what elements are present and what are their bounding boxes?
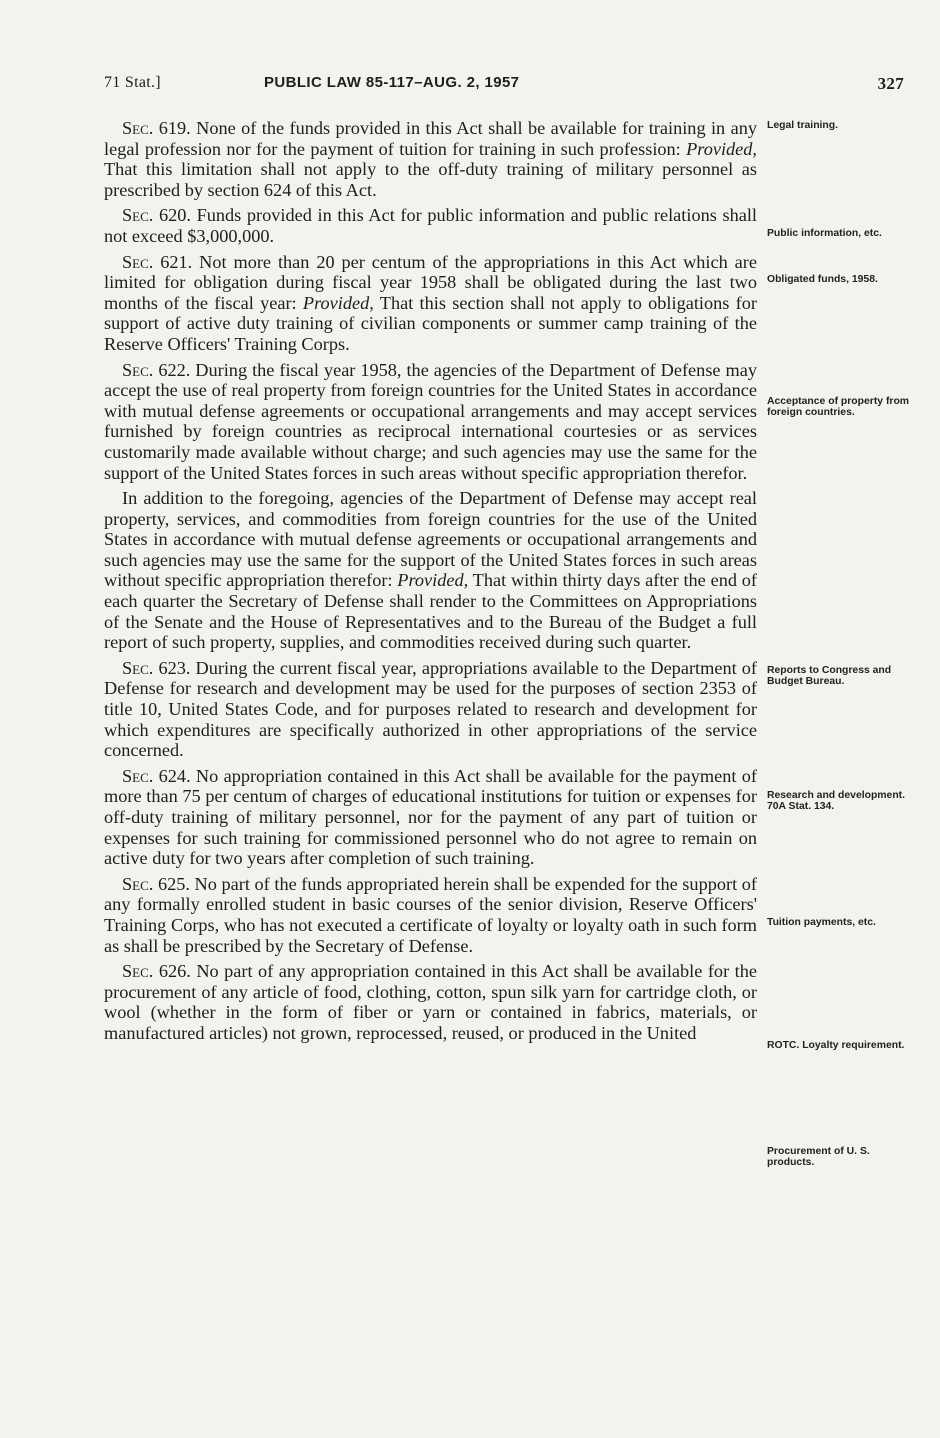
margin-note-rotc-loyalty: ROTC. Loyalty requirement. <box>767 1040 905 1051</box>
section-label: Sec. 623. <box>122 657 191 678</box>
section-text-cont: That this section shall not apply to obligations for support of active duty training of civilian components or summer camp training of the Reserve Officers' Training Corps. <box>104 292 757 354</box>
margin-note-legal-training: Legal training. <box>767 120 839 131</box>
section-text: No part of any appropriation contained in this Act shall be available for the procurement of any article of food, clothing, cotton, spun silk yarn for cartridge cloth, or wool (whether in the form of fiber or yarn or contained in fabrics, materials, or manufactured articles) not grown, reprocessed, reused, or produced in the United <box>104 961 757 1043</box>
section-label: Sec. 625. <box>122 873 190 894</box>
section-text: No part of the funds appropriated herein shall be expended for the support of any formally enrolled student in basic courses of the senior division, Reserve Officers' Training Corps, who has not executed a certificate of loyalty or loyalty oath in such form as shall be prescribed by the Secretary of Defense. <box>104 873 757 956</box>
section-622-continued <box>104 488 757 653</box>
section-label: Sec. 626. <box>122 961 191 982</box>
section-text: During the current fiscal year, appropriations available to the Department of Defense for research and development may be used for the purposes of section 2353 of title 10, United States Code, and for purposes related to research and development for which expenditures are specifically authorized in other appropriations of the service concerned. <box>104 657 757 761</box>
section-text: Not more than 20 per centum of the appropriations in this Act which are limited for obligation during fiscal year 1958 shall be obligated during the last two months of the fiscal year: <box>104 251 757 313</box>
section-text-cont: That this limitation shall not apply to the off-duty training of military personnel as prescribed by section 624 of this Act. <box>104 159 757 200</box>
margin-note-research-and-development: Research and development. 70A Stat. 134. <box>767 790 906 813</box>
section-621 <box>104 252 757 355</box>
section-text: Funds provided in this Act for public information and public relations shall not exceed $3,000,000. <box>104 205 757 246</box>
section-619 <box>104 118 757 200</box>
page-header <box>104 74 904 98</box>
margin-note-procurement: Procurement of U. S. products. <box>767 1146 870 1169</box>
section-626 <box>104 961 757 1043</box>
section-label: Sec. 624. <box>122 765 191 786</box>
section-label: Sec. 622. <box>122 359 191 380</box>
proviso: Provided, <box>397 570 469 591</box>
section-620 <box>104 205 757 246</box>
section-text: During the fiscal year 1958, the agencies of the Department of Defense may accept the use of real property from foreign countries for the United States in accordance with mutual defense agreements or occupational arrangements and may accept services furnished by foreign countries as reciprocal international courtesies or as services customarily made available without charge; and such agencies may use the same for the support of the United States forces in such areas without specific appropriation therefor. <box>104 359 757 483</box>
page-number: 327 <box>877 74 904 93</box>
section-622 <box>104 360 757 484</box>
section-text: In addition to the foregoing, agencies of the Department of Defense may accept real property, services, and commodities from foreign countries for the use of the United States in accordance with mutual defense agreements or occupational arrangements and such agencies may use the same for the support of the United States forces in such areas without specific appropriation therefor: <box>104 488 757 591</box>
margin-note-reports-to-congress: Reports to Congress and Budget Bureau. <box>767 665 892 688</box>
statute-volume: 71 Stat.] <box>104 74 161 91</box>
section-text: None of the funds provided in this Act shall be available for training in any legal profession nor for the payment of tuition for training in such profession: <box>104 118 757 159</box>
section-625 <box>104 874 757 956</box>
proviso: Provided, <box>302 292 374 313</box>
margin-note-public-information: Public information, etc. <box>767 228 882 239</box>
section-label: Sec. 619. <box>122 118 191 138</box>
section-label: Sec. 621. <box>122 251 193 272</box>
section-label: Sec. 620. <box>122 205 191 226</box>
margin-note-tuition-payments: Tuition payments, etc. <box>767 917 876 928</box>
section-text-cont: That within thirty days after the end of each quarter the Secretary of Defense shall render to the Committees on Appropriations of the Senate and the House of Representatives and to the Bureau of the Budget a full report of such property, supplies, and commodities received during such quarter. <box>104 570 757 653</box>
law-title: PUBLIC LAW 85-117–AUG. 2, 1957 <box>264 74 520 91</box>
proviso: Provided, <box>686 138 757 159</box>
section-624 <box>104 766 757 869</box>
section-text: No appropriation contained in this Act shall be available for the payment of more than 75 per centum of charges of educational institutions for tuition or expenses for off-duty training of military personnel, nor for the payment of any part of tuition or expenses for such training for commissioned personnel who do not agree to remain on active duty for two years after completion of such training. <box>104 765 757 869</box>
margin-note-obligated-funds: Obligated funds, 1958. <box>767 274 878 285</box>
section-623 <box>104 658 757 761</box>
margin-note-acceptance-of-property: Acceptance of property from foreign countries. <box>767 396 910 419</box>
body-text <box>104 118 757 1044</box>
